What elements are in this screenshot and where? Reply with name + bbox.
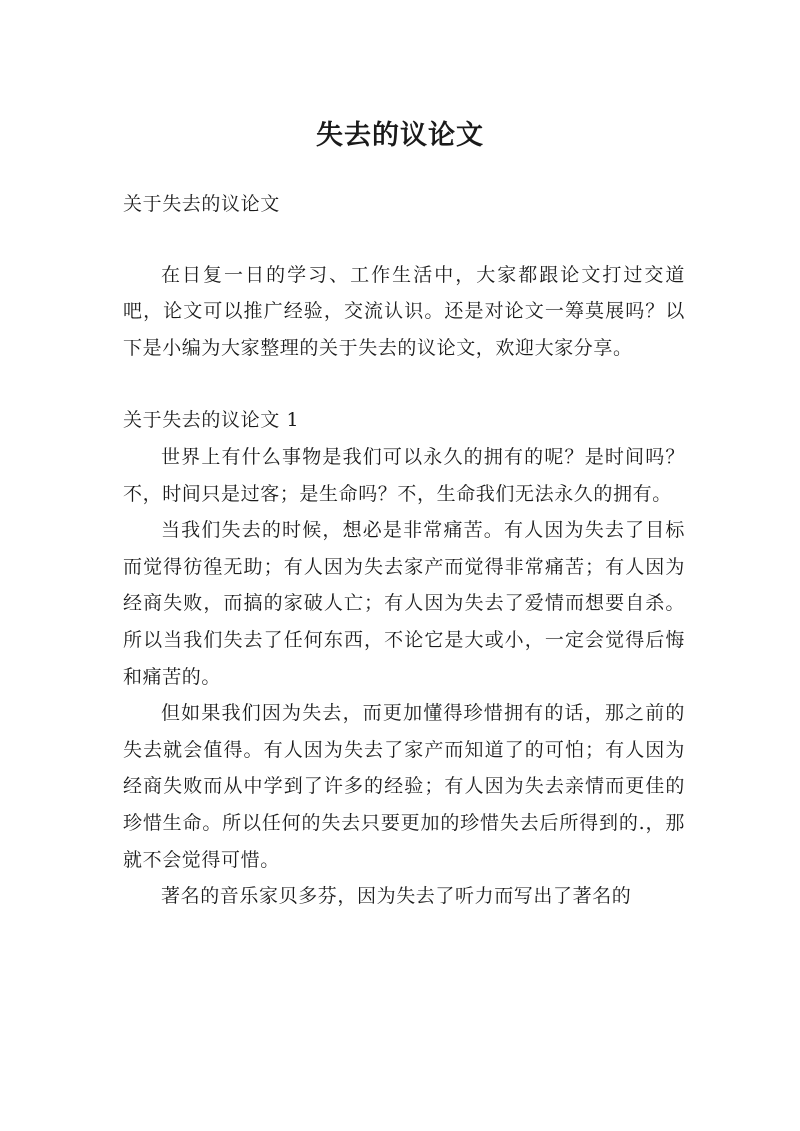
document-title: 失去的议论文 — [316, 120, 484, 152]
section-heading: 关于失去的议论文 1 — [123, 409, 300, 432]
document-subtitle: 关于失去的议论文 — [123, 193, 280, 215]
body-paragraph-3: 但如果我们因为失去，而更加懂得珍惜拥有的话，那之前的失去就会值得。有人因为失去了家产而知道了的可怕；有人因为经商失败而从中学到了许多的经验；有人因为失去亲情而更佳的珍惜生命。所以任何的失去只要更加的珍惜失去后所得到的.，那就不会觉得可惜。 — [123, 702, 685, 871]
document-body — [123, 186, 685, 915]
body-paragraph-1: 世界上有什么事物是我们可以永久的拥有的呢？是时间吗？不，时间只是过客；是生命吗？不，生命我们无法永久的拥有。 — [123, 445, 685, 505]
body-paragraph-4: 著名的音乐家贝多芬，因为失去了听力而写出了著名的 — [161, 885, 632, 908]
intro-paragraph: 在日复一日的学习、工作生活中，大家都跟论文打过交道吧，论文可以推广经验，交流认识。还是对论文一筹莫展吗？以下是小编为大家整理的关于失去的议论文，欢迎大家分享。 — [123, 263, 685, 359]
body-paragraph-2: 当我们失去的时候，想必是非常痛苦。有人因为失去了目标而觉得彷徨无助；有人因为失去家产而觉得非常痛苦；有人因为经商失败，而搞的家破人亡；有人因为失去了爱情而想要自杀。所以当我们失去了任何东西，不论它是大或小，一定会觉得后悔和痛苦的。 — [123, 519, 685, 688]
